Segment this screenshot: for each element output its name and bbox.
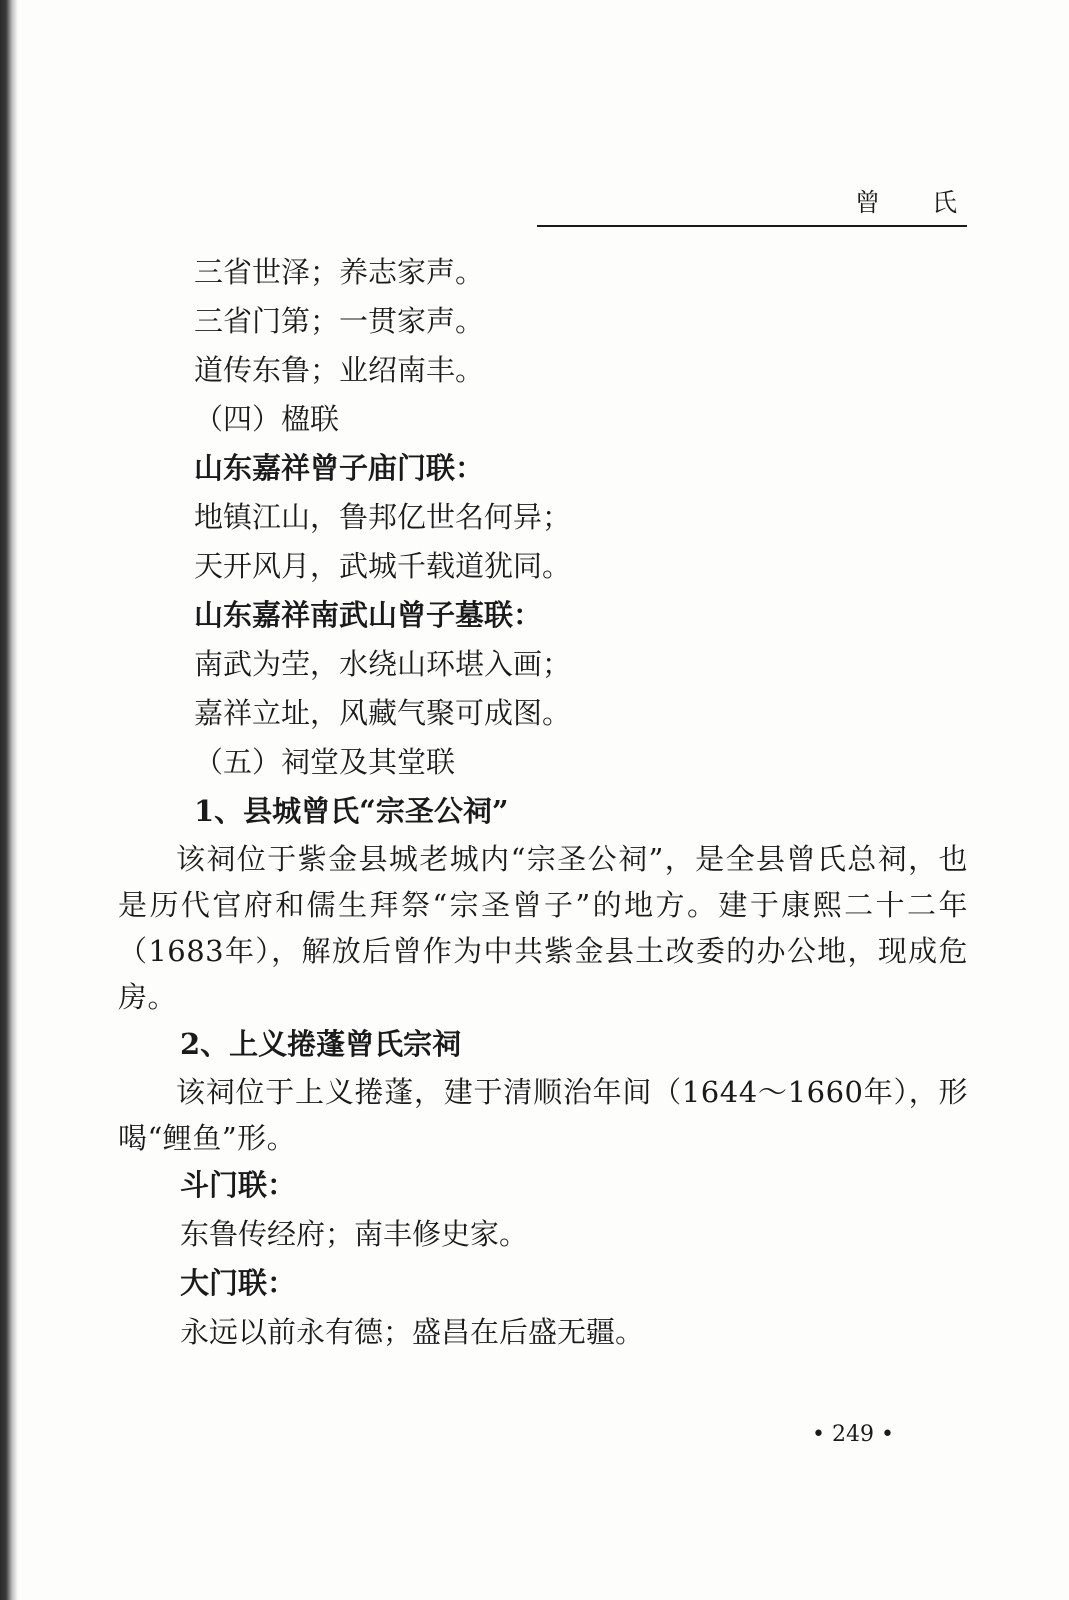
page-number: • 249 • [812,1422,894,1447]
couplet-label: 大门联： [180,1266,297,1300]
paragraph-zongsheng-ci: 该祠位于紫金县城老城内“宗圣公祠”，是全县曾氏总祠，也是历代官府和儒生拜祭“宗圣曾子”的地方。建于康熙二十二年（1683年），解放后曾作为中共紫金县土改委的办公地，现成危房。 [118,842,968,1014]
section-heading-4: （四）楹联 [194,402,340,436]
paragraph-juanpeng-ci: 该祠位于上义捲蓬，建于清顺治年间（1644～1660年），形喝“鲤鱼”形。 [118,1075,968,1155]
couplet-line: 三省世泽；养志家声。 [194,255,485,289]
couplet-label: 斗门联： [180,1168,297,1202]
couplet-label: 山东嘉祥曾子庙门联： [194,451,485,485]
couplet-line: 嘉祥立址，风藏气聚可成图。 [194,696,572,730]
couplet-line: 道传东鲁；业绍南丰。 [194,353,485,387]
couplet-line: 东鲁传经府；南丰修史家。 [180,1217,529,1251]
couplet-line: 地镇江山，鲁邦亿世名何异； [194,500,572,534]
header-rule [537,225,967,227]
subheading-1: 1、县城曾氏“宗圣公祠” [194,794,509,828]
subheading-2: 2、上义捲蓬曾氏宗祠 [180,1027,462,1061]
couplet-line: 天开风月，武城千载道犹同。 [194,549,572,583]
couplet-label: 山东嘉祥南武山曾子墓联： [194,598,543,632]
page-body [118,248,968,1357]
couplet-line: 永远以前永有德；盛昌在后盛无疆。 [180,1315,645,1349]
section-heading-5: （五）祠堂及其堂联 [194,745,456,779]
couplet-line: 三省门第；一贯家声。 [194,304,485,338]
couplet-line: 南武为茔，水绕山环堪入画； [194,647,572,681]
scan-edge [0,0,18,1600]
running-header: 曾 氏 [855,188,979,217]
